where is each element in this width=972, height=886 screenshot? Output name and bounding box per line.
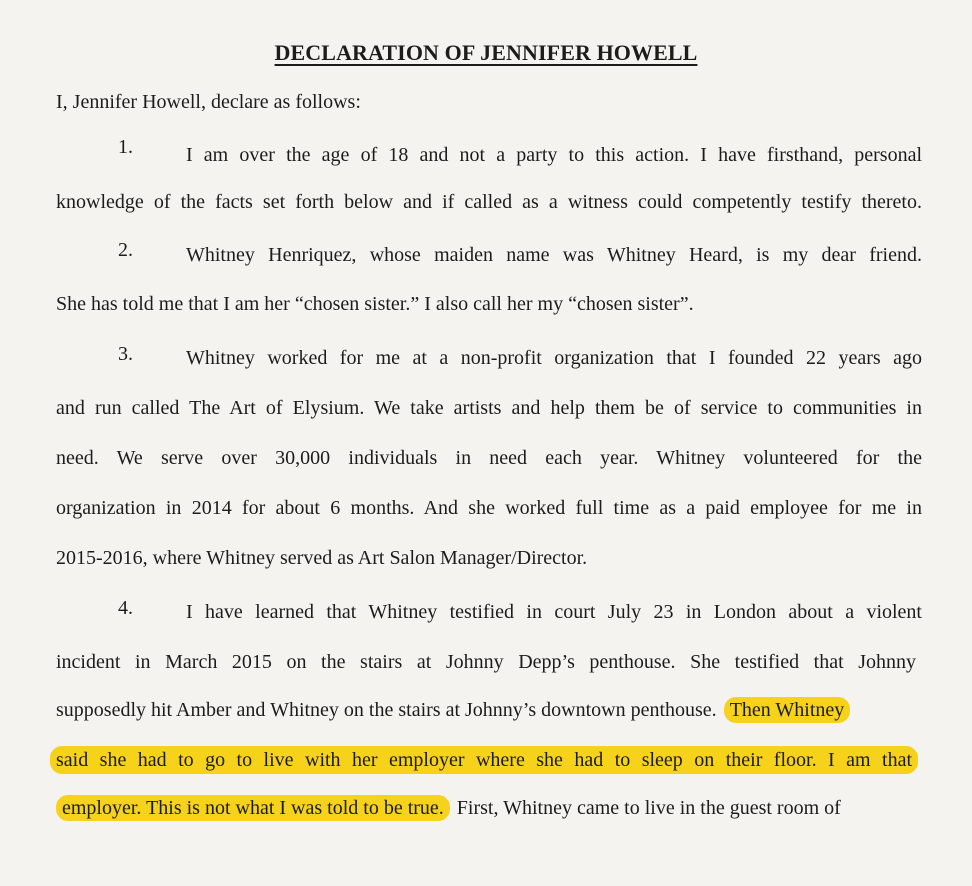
- paragraph-3-line-3: need. We serve over 30,000 individuals in need each year. Whitney volunteered for the: [56, 447, 922, 469]
- paragraph-3-line-1: Whitney worked for me at a non-profit organization that I founded 22 years ago: [186, 347, 922, 369]
- document-title: DECLARATION OF JENNIFER HOWELL: [274, 40, 698, 65]
- intro-line: I, Jennifer Howell, declare as follows:: [56, 91, 361, 113]
- highlighted-text: said she had to go to live with her employer where she had to sleep on their floor. I am that: [50, 746, 918, 774]
- paragraph-number: 3.: [118, 343, 133, 365]
- paragraph-number: 1.: [118, 136, 133, 158]
- paragraph-4-line-5-text: First, Whitney came to live in the guest room of: [456, 797, 841, 819]
- paragraph-3-line-5: 2015-2016, where Whitney served as Art Salon Manager/Director.: [56, 547, 588, 569]
- paragraph-4-line-4: [56, 746, 912, 774]
- highlighted-text: employer. This is not what I was told to be true.: [56, 795, 450, 821]
- paragraph-number: 4.: [118, 597, 133, 619]
- paragraph-4-line-2: incident in March 2015 on the stairs at Johnny Depp’s penthouse. She testified that Johnny: [56, 651, 916, 673]
- paragraph-2-line-1: Whitney Henriquez, whose maiden name was Whitney Heard, is my dear friend.: [186, 244, 922, 266]
- highlighted-text: Then Whitney: [724, 697, 851, 723]
- paragraph-1-line-1: I am over the age of 18 and not a party to this action. I have firsthand, personal: [186, 144, 922, 166]
- paragraph-3-line-2: and run called The Art of Elysium. We take artists and help them be of service to communities in: [56, 397, 922, 419]
- paragraph-4-line-3: [56, 698, 844, 722]
- paragraph-4-line-1: I have learned that Whitney testified in court July 23 in London about a violent: [186, 601, 922, 623]
- paragraph-4-line-5: [56, 796, 841, 820]
- paragraph-4-line-3-text: supposedly hit Amber and Whitney on the stairs at Johnny’s downtown penthouse.: [56, 699, 717, 721]
- paragraph-number: 2.: [118, 239, 133, 261]
- paragraph-2-line-2: She has told me that I am her “chosen sister.” I also call her my “chosen sister”.: [56, 293, 694, 315]
- paragraph-3-line-4: organization in 2014 for about 6 months. And she worked full time as a paid employee for me in: [56, 497, 922, 519]
- paragraph-1-line-2: knowledge of the facts set forth below and if called as a witness could competently testify thereto.: [56, 191, 922, 213]
